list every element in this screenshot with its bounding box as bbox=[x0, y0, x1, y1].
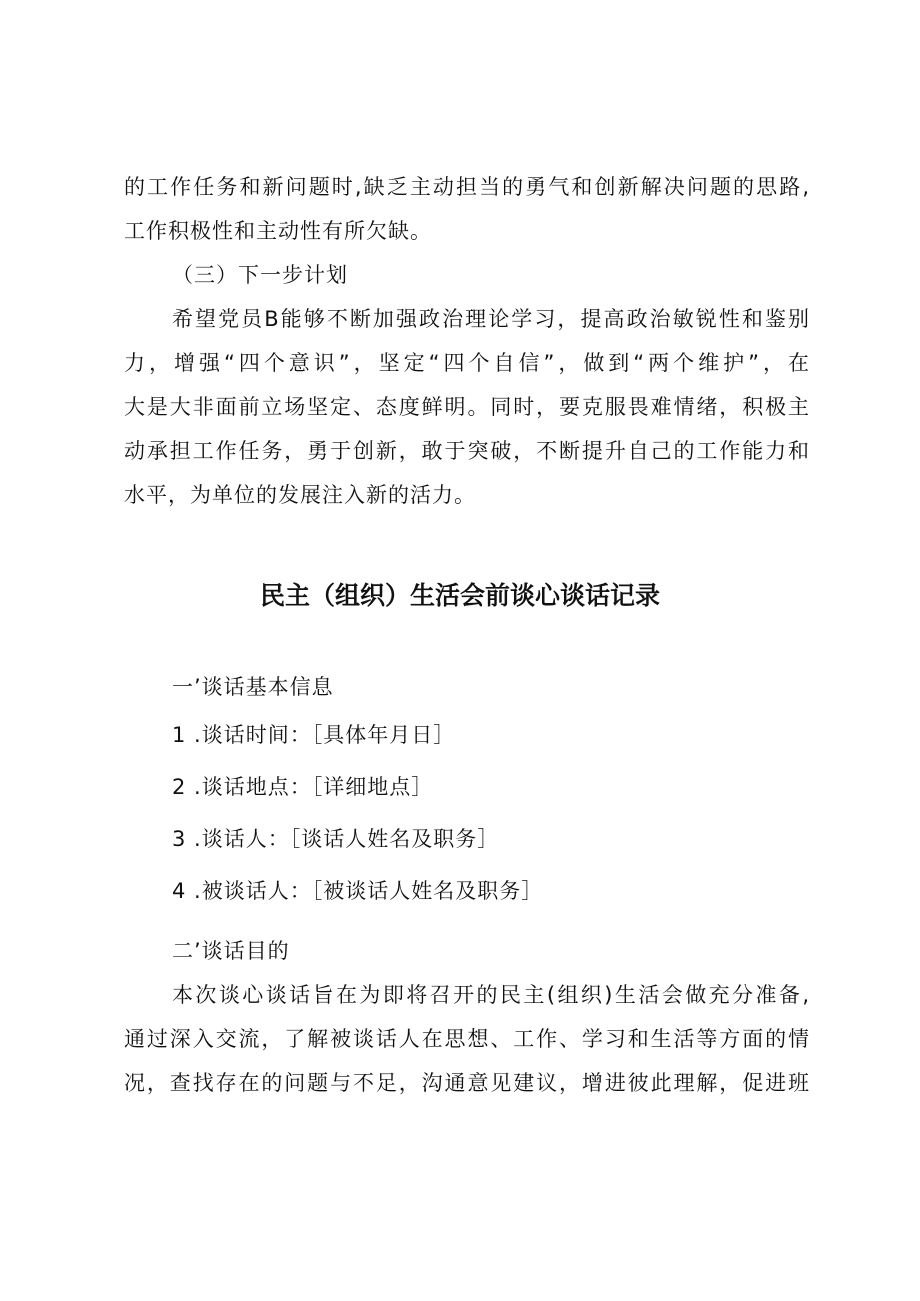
paragraph-line: 力，增强“四个意识”，坚定“四个自信”，做到“两个维护”，在 bbox=[124, 351, 810, 375]
paragraph-line: 本次谈心谈话旨在为即将召开的民主(组织)生活会做充分准备, bbox=[172, 983, 810, 1007]
paragraph-line: 况，查找存在的问题与不足，沟通意见建议，增进彼此理解，促进班 bbox=[124, 1071, 810, 1095]
info-item: 2 .谈话地点：［详细地点］ bbox=[172, 775, 434, 799]
paragraph-line: 工作积极性和主动性有所欠缺。 bbox=[124, 219, 432, 243]
section-heading: 二’谈话目的 bbox=[172, 939, 290, 963]
paragraph-line: 通过深入交流，了解被谈话人在思想、工作、学习和生活等方面的情 bbox=[124, 1027, 810, 1051]
section-heading: 一’谈话基本信息 bbox=[172, 675, 334, 699]
paragraph-line: 大是大非面前立场坚定、态度鲜明。同时，要克服畏难情绪，积极主 bbox=[124, 395, 810, 419]
info-item: 1 .谈话时间：［具体年月日］ bbox=[172, 723, 456, 747]
page-title: 民主（组织）生活会前谈心谈话记录 bbox=[259, 581, 660, 610]
paragraph-line: 动承担工作任务，勇于创新，敢于突破，不断提升自己的工作能力和 bbox=[124, 439, 810, 463]
heading-next-plan: （三）下一步计划 bbox=[172, 263, 348, 287]
info-item: 3 .谈话人：［谈话人姓名及职务］ bbox=[172, 827, 500, 851]
paragraph-line: 的工作任务和新问题时,缺乏主动担当的勇气和创新解决问题的思路, bbox=[124, 175, 810, 199]
info-item: 4 .被谈话人：［被谈话人姓名及职务］ bbox=[172, 879, 544, 903]
paragraph-line: 水平，为单位的发展注入新的活力。 bbox=[124, 483, 476, 507]
paragraph-line: 希望党员B能够不断加强政治理论学习，提高政治敏锐性和鉴别 bbox=[172, 307, 810, 331]
